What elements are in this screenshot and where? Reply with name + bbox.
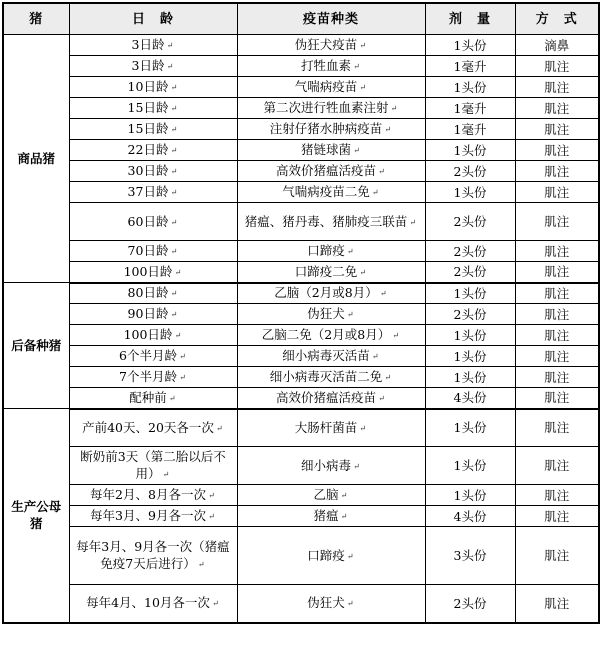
age-cell-text: 每年2月、8月各一次 [90,487,206,502]
dose-cell [425,325,515,346]
age-cell-text: 15日龄 [127,121,169,136]
dose-cell-text: 4头份 [453,390,487,406]
age-cell [69,388,237,409]
age-cell-text: 3日龄 [131,58,165,73]
method-cell-text: 肌注 [544,243,570,259]
age-cell-text: 70日龄 [127,243,169,258]
return-mark-icon: ↵ [390,104,398,113]
table-row [3,447,599,485]
table-row [3,367,599,388]
return-mark-icon: ↵ [174,331,182,340]
method-cell [515,485,599,506]
method-cell-text: 肌注 [544,369,570,385]
return-mark-icon: ↵ [359,83,367,92]
age-cell [69,98,237,119]
vaccine-cell [237,409,425,447]
return-mark-icon: ↵ [170,188,178,197]
age-cell [69,182,237,203]
return-mark-icon: ↵ [353,461,360,471]
method-cell [515,346,599,367]
method-cell [515,283,599,304]
age-cell [69,140,237,161]
dose-cell [425,506,515,527]
dose-cell [425,367,515,388]
return-mark-icon: ↵ [179,373,186,382]
return-mark-icon: ↵ [166,41,174,50]
dose-cell-text: 2头份 [453,595,487,611]
age-cell [69,77,237,98]
dose-cell-text: 2头份 [453,214,487,229]
age-cell [69,367,237,388]
vaccine-cell [237,262,425,283]
table-row [3,346,599,367]
table-row [3,409,599,447]
method-cell [515,325,599,346]
vaccine-cell [237,35,425,56]
return-mark-icon: ↵ [170,247,178,256]
group-label-reserve-breeding-pigs: 后备种猪 [3,283,69,409]
method-cell-text: 肌注 [544,264,570,280]
dose-cell-text: 1头份 [453,348,487,364]
return-mark-icon: ↵ [346,247,354,256]
table-row [3,527,599,585]
vaccine-cell-text: 打牲血素 [300,58,351,73]
table-row [3,585,599,623]
vaccine-cell [237,119,425,140]
table-row [3,325,599,346]
vaccine-cell-text: 气喘病疫苗 [294,79,358,94]
table-row [3,262,599,283]
dose-cell-text: 1毫升 [453,58,487,74]
method-cell-text: 肌注 [544,285,570,301]
vaccine-cell [237,241,425,262]
vaccine-cell [237,98,425,119]
method-cell-text: 肌注 [544,487,570,503]
dose-cell-text: 1头份 [453,487,487,503]
table-row [3,506,599,527]
return-mark-icon: ↵ [371,188,379,197]
method-cell [515,367,599,388]
vaccine-cell [237,161,425,182]
return-mark-icon: ↵ [378,393,385,403]
vaccine-cell-text: 高效价猪瘟活疫苗 [275,163,376,178]
method-cell [515,409,599,447]
table-row [3,98,599,119]
table-row [3,77,599,98]
return-mark-icon: ↵ [384,373,392,382]
table-body [3,35,599,623]
age-cell-text: 30日龄 [127,163,169,178]
return-mark-icon: ↵ [359,423,367,433]
vaccine-cell-text: 乙脑二免（2月或8月） [261,327,391,342]
dose-cell [425,35,515,56]
dose-cell [425,56,515,77]
dose-cell [425,241,515,262]
method-cell [515,98,599,119]
dose-cell [425,77,515,98]
return-mark-icon: ↵ [216,423,223,433]
age-cell [69,119,237,140]
age-cell [69,506,237,527]
age-cell [69,325,237,346]
header-method: 方 式 [515,3,599,35]
age-cell-text: 3日龄 [131,37,165,52]
vaccine-cell [237,140,425,161]
header-pig: 猪 [3,3,69,35]
vaccine-cell-text: 大肠杆菌苗 [294,419,358,435]
table-row [3,182,599,203]
age-cell [69,35,237,56]
return-mark-icon: ↵ [170,146,178,155]
dose-cell-text: 1头份 [453,37,487,53]
return-mark-icon: ↵ [346,551,354,561]
table-row [3,203,599,241]
age-cell [69,56,237,77]
vaccine-cell [237,283,425,304]
vaccine-cell-text: 伪狂犬疫苗 [294,37,358,52]
method-cell [515,203,599,241]
vaccine-cell [237,506,425,527]
return-mark-icon: ↵ [384,125,392,134]
return-mark-icon: ↵ [162,470,170,479]
age-cell-text: 80日龄 [127,285,169,301]
return-mark-icon: ↵ [340,512,348,521]
method-cell [515,241,599,262]
return-mark-icon: ↵ [170,310,178,319]
method-cell [515,585,599,623]
vaccine-cell [237,485,425,506]
method-cell [515,35,599,56]
vaccine-cell [237,203,425,241]
dose-cell [425,98,515,119]
method-cell-text: 肌注 [544,163,570,179]
header-dose: 剂 量 [425,3,515,35]
method-cell-text: 肌注 [544,548,570,563]
vaccine-cell-text: 气喘病疫苗二免 [282,184,370,199]
dose-cell [425,388,515,409]
header-age: 日 龄 [69,3,237,35]
return-mark-icon: ↵ [409,217,417,227]
method-cell-text: 滴鼻 [544,37,570,53]
dose-cell [425,140,515,161]
table-row [3,35,599,56]
return-mark-icon: ↵ [170,125,178,134]
vaccine-cell-text: 口蹄疫 [307,243,345,258]
vaccine-cell-text: 乙脑（2月或8月） [274,285,378,301]
age-cell-text: 每年3月、9月各一次 [90,508,206,523]
method-cell-text: 肌注 [544,390,570,406]
age-cell-text: 100日龄 [123,327,173,342]
vaccine-cell [237,367,425,388]
return-mark-icon: ↵ [166,62,174,71]
vaccine-cell-text: 注射仔猪水肿病疫苗 [269,121,383,136]
vaccine-cell-text: 乙脑 [313,487,339,502]
vaccine-cell-text: 细小病毒 [300,457,351,473]
return-mark-icon: ↵ [170,289,178,299]
age-cell-text: 断奶前3天（第二胎以后不用） [80,449,226,481]
table-row [3,241,599,262]
age-cell [69,485,237,506]
return-mark-icon: ↵ [170,167,178,176]
method-cell [515,56,599,77]
vaccine-cell [237,325,425,346]
dose-cell [425,283,515,304]
return-mark-icon: ↵ [392,331,400,340]
return-mark-icon: ↵ [371,352,379,361]
dose-cell-text: 2头份 [453,243,487,259]
method-cell [515,447,599,485]
dose-cell-text: 2头份 [453,264,487,280]
method-cell-text: 肌注 [544,595,570,611]
method-cell [515,77,599,98]
return-mark-icon: ↵ [168,393,176,403]
age-cell [69,527,237,585]
age-cell-text: 6个半月龄 [119,348,177,363]
age-cell-text: 配种前 [129,389,167,405]
dose-cell-text: 1毫升 [453,121,487,137]
dose-cell-text: 4头份 [453,508,487,524]
age-cell [69,241,237,262]
age-cell-text: 每年4月、10月各一次 [86,595,210,611]
vaccine-cell-text: 口蹄疫 [307,547,345,563]
dose-cell-text: 1头份 [453,369,487,385]
method-cell-text: 肌注 [544,184,570,200]
dose-cell [425,182,515,203]
dose-cell [425,409,515,447]
vaccine-cell [237,182,425,203]
dose-cell-text: 1头份 [453,327,487,343]
return-mark-icon: ↵ [379,289,387,299]
dose-cell [425,447,515,485]
return-mark-icon: ↵ [359,267,367,277]
return-mark-icon: ↵ [170,217,178,227]
dose-cell [425,585,515,623]
header-vaccine: 疫苗种类 [237,3,425,35]
return-mark-icon: ↵ [353,146,360,155]
age-cell-text: 15日龄 [127,100,169,115]
vaccine-cell [237,304,425,325]
age-cell-text: 产前40天、20天各一次 [82,419,214,435]
method-cell [515,119,599,140]
vaccine-cell-text: 第二次进行牲血素注射 [263,100,389,115]
method-cell [515,527,599,585]
vaccine-cell [237,527,425,585]
return-mark-icon: ↵ [208,491,215,500]
age-cell [69,304,237,325]
group-label-commercial-pigs: 商品猪 [3,35,69,283]
age-cell [69,409,237,447]
vaccination-table [2,2,600,624]
dose-cell [425,304,515,325]
return-mark-icon: ↵ [346,599,354,609]
method-cell [515,304,599,325]
age-cell [69,447,237,485]
vaccine-cell-text: 伪狂犬 [307,595,345,611]
dose-cell-text: 1头份 [453,142,487,158]
vaccine-cell-text: 猪链球菌 [300,142,351,157]
table-row [3,140,599,161]
dose-cell [425,161,515,182]
return-mark-icon: ↵ [208,512,215,521]
age-cell-text: 10日龄 [127,79,169,94]
age-cell-text: 90日龄 [127,306,169,321]
dose-cell-text: 1头份 [453,285,487,301]
return-mark-icon: ↵ [170,83,178,92]
method-cell-text: 肌注 [544,348,570,364]
table-row [3,304,599,325]
method-cell-text: 肌注 [544,142,570,158]
table-row [3,283,599,304]
vaccine-cell [237,585,425,623]
age-cell-text: 37日龄 [127,184,169,199]
dose-cell [425,203,515,241]
return-mark-icon: ↵ [353,62,360,71]
vaccine-cell-text: 高效价猪瘟活疫苗 [275,389,376,405]
table-row [3,119,599,140]
method-cell [515,506,599,527]
age-cell-text: 7个半月龄 [119,369,177,384]
method-cell-text: 肌注 [544,327,570,343]
header-row [3,3,599,35]
dose-cell-text: 1头份 [453,458,487,473]
return-mark-icon: ↵ [170,104,178,113]
age-cell [69,262,237,283]
vaccine-cell-text: 猪瘟 [313,508,339,523]
age-cell [69,161,237,182]
method-cell-text: 肌注 [544,214,570,229]
age-cell [69,346,237,367]
age-cell [69,283,237,304]
dose-cell-text: 2头份 [453,306,487,322]
table-row [3,56,599,77]
dose-cell-text: 2头份 [453,163,487,179]
vaccine-cell [237,447,425,485]
return-mark-icon: ↵ [346,310,354,319]
method-cell-text: 肌注 [544,58,570,74]
table-row [3,388,599,409]
dose-cell [425,485,515,506]
return-mark-icon: ↵ [340,491,348,500]
vaccine-cell-text: 猪瘟、猪丹毒、猪肺疫三联苗 [244,213,408,229]
dose-cell [425,262,515,283]
method-cell [515,388,599,409]
method-cell-text: 肌注 [544,508,570,524]
dose-cell [425,346,515,367]
table-row [3,161,599,182]
method-cell-text: 肌注 [544,420,570,436]
dose-cell-text: 1头份 [453,79,487,95]
method-cell [515,262,599,283]
return-mark-icon: ↵ [197,560,205,569]
return-mark-icon: ↵ [212,599,219,609]
return-mark-icon: ↵ [378,167,385,176]
age-cell [69,203,237,241]
method-cell [515,182,599,203]
group-label-production-boars-sows: 生产公母猪 [3,409,69,623]
dose-cell-text: 1头份 [453,184,487,200]
age-cell [69,585,237,623]
method-cell [515,161,599,182]
return-mark-icon: ↵ [179,352,186,361]
method-cell-text: 肌注 [544,100,570,116]
vaccine-cell [237,56,425,77]
vaccine-cell [237,77,425,98]
method-cell [515,140,599,161]
method-cell-text: 肌注 [544,458,570,473]
vaccine-cell-text: 细小病毒灭活苗二免 [269,369,383,384]
vaccine-cell [237,388,425,409]
age-cell-text: 22日龄 [127,142,169,157]
vaccine-cell-text: 伪狂犬 [307,306,345,321]
vaccine-cell [237,346,425,367]
dose-cell-text: 3头份 [453,548,487,563]
age-cell-text: 60日龄 [127,213,169,229]
age-cell-text: 100日龄 [123,263,173,279]
table-row [3,485,599,506]
dose-cell-text: 1毫升 [453,100,487,116]
vaccine-cell-text: 细小病毒灭活苗 [282,348,370,363]
dose-cell-text: 1头份 [453,420,487,436]
method-cell-text: 肌注 [544,306,570,322]
vaccine-cell-text: 口蹄疫二免 [294,263,358,279]
method-cell-text: 肌注 [544,79,570,95]
dose-cell [425,119,515,140]
method-cell-text: 肌注 [544,121,570,137]
dose-cell [425,527,515,585]
return-mark-icon: ↵ [174,267,182,277]
age-cell-text: 每年3月、9月各一次（猪瘟免疫7天后进行） [76,539,230,571]
return-mark-icon: ↵ [359,41,367,50]
